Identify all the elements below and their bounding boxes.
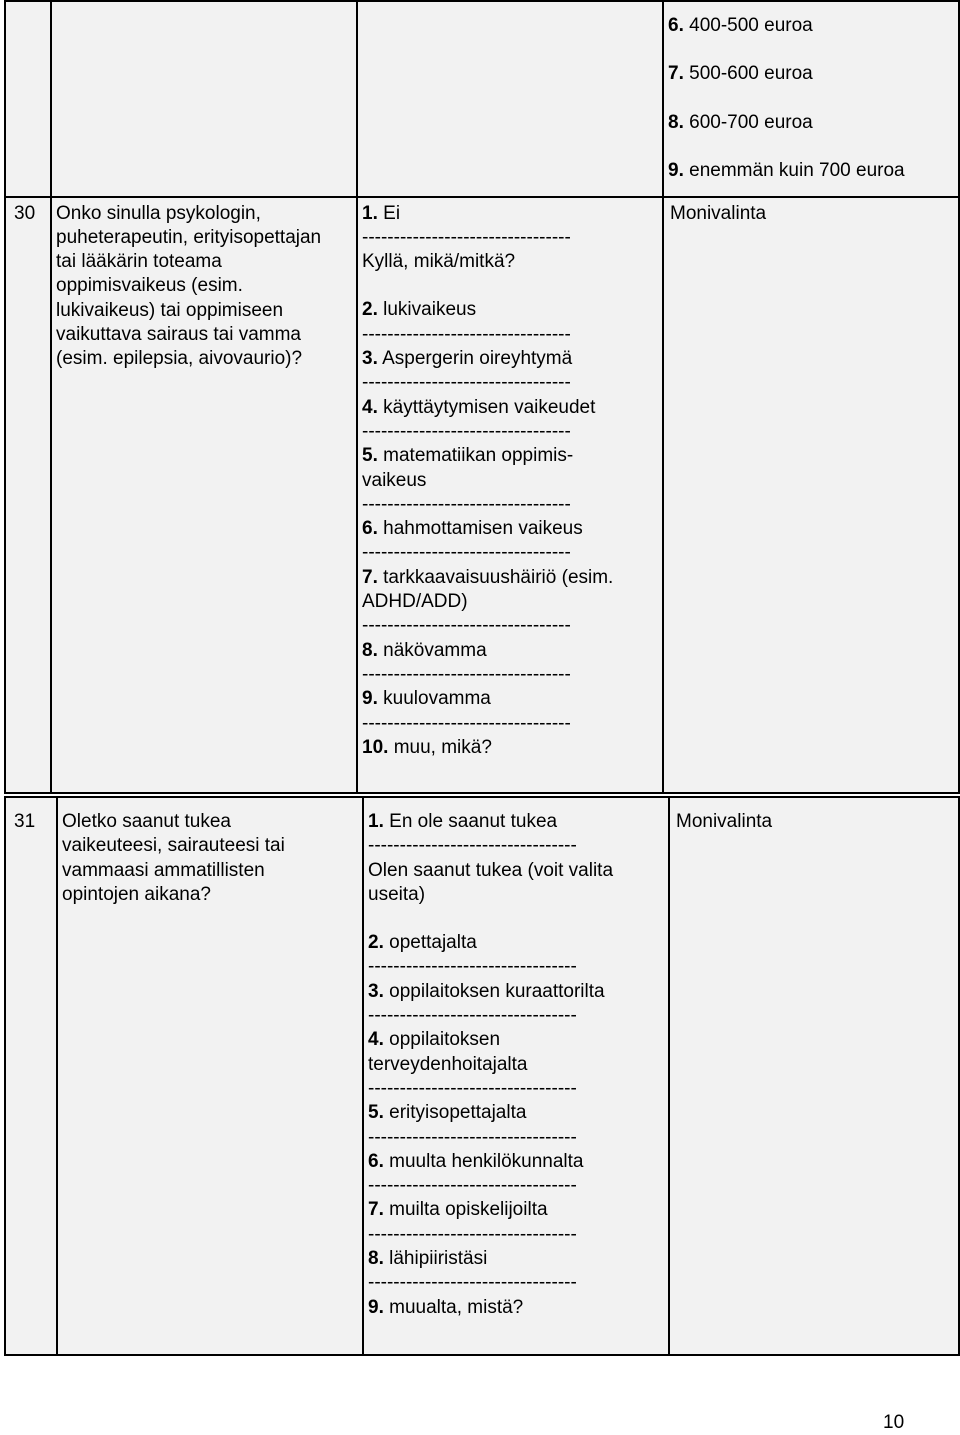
option-text: Aspergerin oireyhtymä: [382, 348, 573, 370]
option-number: 2.: [362, 299, 378, 321]
answer-option: [368, 931, 668, 955]
question-line: puheterapeutin, erityisopettajan: [56, 226, 322, 248]
option-text: ADHD/ADD): [362, 591, 468, 613]
answer-option: [362, 566, 662, 590]
option-text: 400-500 euroa: [689, 15, 813, 36]
question-row-30: [5, 197, 959, 793]
answer-option: [368, 1053, 668, 1077]
option-text: oppilaitoksen: [389, 1029, 501, 1051]
question-table-2: [4, 796, 960, 1356]
option-text: käyttäytymisen vaikeudet: [383, 396, 596, 418]
income-options: [668, 2, 958, 196]
option-number: 5.: [362, 445, 378, 467]
separator: ---------------------------------: [368, 1223, 577, 1245]
option-text: terveydenhoitajalta: [368, 1053, 528, 1075]
separator: ---------------------------------: [368, 1126, 577, 1148]
option-text: 600-700 euroa: [689, 111, 813, 133]
option-number: 9.: [668, 160, 684, 182]
option-number: 8.: [668, 111, 684, 133]
answer-option: [362, 590, 662, 614]
separator: ---------------------------------: [362, 663, 571, 685]
income-option: [668, 50, 958, 98]
option-number: 6.: [368, 1150, 384, 1172]
option-text: erityisopettajalta: [389, 1102, 527, 1124]
answer-option: [362, 687, 662, 711]
option-text: muilta opiskelijoilta: [389, 1199, 548, 1221]
answer-option: [362, 444, 662, 468]
income-option: [668, 2, 958, 50]
answer-option: [368, 1296, 668, 1320]
option-text: vaikeus: [362, 469, 427, 491]
option-text: matematiikan oppimis-: [383, 445, 574, 467]
answer-option: [368, 1247, 668, 1271]
option-text: enemmän kuin 700 euroa: [689, 160, 905, 182]
answer-option: [362, 517, 662, 541]
option-text: muu, mikä?: [393, 736, 492, 758]
separator: ---------------------------------: [368, 1005, 577, 1027]
support-label: useita): [368, 883, 426, 905]
option-text: muulta henkilökunnalta: [389, 1150, 584, 1172]
option-number: 7.: [368, 1199, 384, 1221]
answer-option: [362, 639, 662, 663]
support-label: Olen saanut tukea (voit valita: [368, 859, 614, 881]
option-text: tarkkaavaisuushäiriö (esim.: [383, 566, 614, 588]
option-text: lukivaikeus: [383, 299, 477, 321]
option-text: hahmottamisen vaikeus: [383, 518, 583, 540]
answer-option: [362, 469, 662, 493]
separator: ---------------------------------: [368, 1175, 577, 1197]
page-number: 10: [883, 1412, 905, 1433]
option-number: 4.: [368, 1029, 384, 1051]
income-row: [5, 1, 959, 197]
question-line: (esim. epilepsia, aivovaurio)?: [56, 348, 303, 370]
income-option: [668, 99, 958, 147]
option-text: oppilaitoksen kuraattorilta: [389, 980, 605, 1002]
answer-option: [368, 980, 668, 1004]
question-type: Monivalinta: [669, 797, 959, 1355]
question-table-1: [4, 0, 960, 794]
separator: ---------------------------------: [368, 1077, 577, 1099]
separator: ---------------------------------: [362, 323, 571, 345]
answer-option: [362, 298, 662, 322]
answer-option: [362, 396, 662, 420]
answer-options: [357, 197, 663, 793]
separator: ---------------------------------: [362, 226, 571, 248]
option-number: 6.: [362, 518, 378, 540]
option-number: 3.: [362, 348, 378, 370]
option-number: 5.: [368, 1102, 384, 1124]
option-number: 4.: [362, 396, 378, 418]
income-option: [668, 147, 958, 195]
question-line: vaikeuteesi, sairauteesi tai: [62, 835, 285, 857]
answer-option: [368, 1150, 668, 1174]
option-text: muualta, mistä?: [389, 1296, 524, 1318]
option-text: 500-600 euroa: [689, 63, 813, 85]
answer-option: [362, 347, 662, 371]
option-text: opettajalta: [389, 932, 477, 954]
question-text: [57, 797, 363, 1355]
option-number: 7.: [362, 566, 378, 588]
separator: ---------------------------------: [368, 835, 577, 857]
question-line: vaikuttava sairaus tai vamma: [56, 324, 301, 346]
question-number: 31: [5, 797, 57, 1355]
separator: ---------------------------------: [362, 420, 571, 442]
separator: ---------------------------------: [362, 615, 571, 637]
question-number: 30: [5, 197, 51, 793]
option-number: 9.: [368, 1296, 384, 1318]
option-text: kuulovamma: [383, 688, 491, 710]
question-line: lukivaikeus) tai oppimiseen: [56, 299, 284, 321]
answer-option: [368, 1198, 668, 1222]
answer-options: [363, 797, 669, 1355]
answer-option: [362, 736, 662, 760]
option-number: 7.: [668, 63, 684, 85]
separator: ---------------------------------: [362, 493, 571, 515]
option-1: 1. En ole saanut tukea: [368, 811, 558, 832]
answer-option: [368, 1028, 668, 1052]
answer-option: [368, 1101, 668, 1125]
option-number: 10.: [362, 736, 389, 758]
question-line: tai lääkärin toteama: [56, 251, 222, 273]
option-number: 2.: [368, 932, 384, 954]
question-row-31: [5, 797, 959, 1355]
yes-label: Kyllä, mikä/mitkä?: [362, 251, 516, 273]
separator: ---------------------------------: [368, 1272, 577, 1294]
question-line: Oletko saanut tukea: [62, 811, 231, 832]
question-line: Onko sinulla psykologin,: [56, 202, 261, 224]
question-text: [51, 197, 357, 793]
option-number: 9.: [362, 688, 378, 710]
separator: ---------------------------------: [362, 372, 571, 394]
option-1: 1. Ei: [362, 202, 401, 224]
question-line: vammaasi ammatillisten: [62, 859, 265, 881]
question-line: oppimisvaikeus (esim.: [56, 275, 243, 297]
income-options-cell: [663, 1, 959, 197]
option-number: 8.: [368, 1248, 384, 1270]
option-number: 3.: [368, 980, 384, 1002]
option-text: lähipiiristäsi: [389, 1248, 488, 1270]
option-number: 6.: [668, 15, 684, 36]
option-number: 8.: [362, 639, 378, 661]
separator: ---------------------------------: [362, 542, 571, 564]
question-type: Monivalinta: [663, 197, 959, 793]
option-text: näkövamma: [383, 639, 487, 661]
separator: ---------------------------------: [362, 712, 571, 734]
separator: ---------------------------------: [368, 956, 577, 978]
question-line: opintojen aikana?: [62, 883, 211, 905]
